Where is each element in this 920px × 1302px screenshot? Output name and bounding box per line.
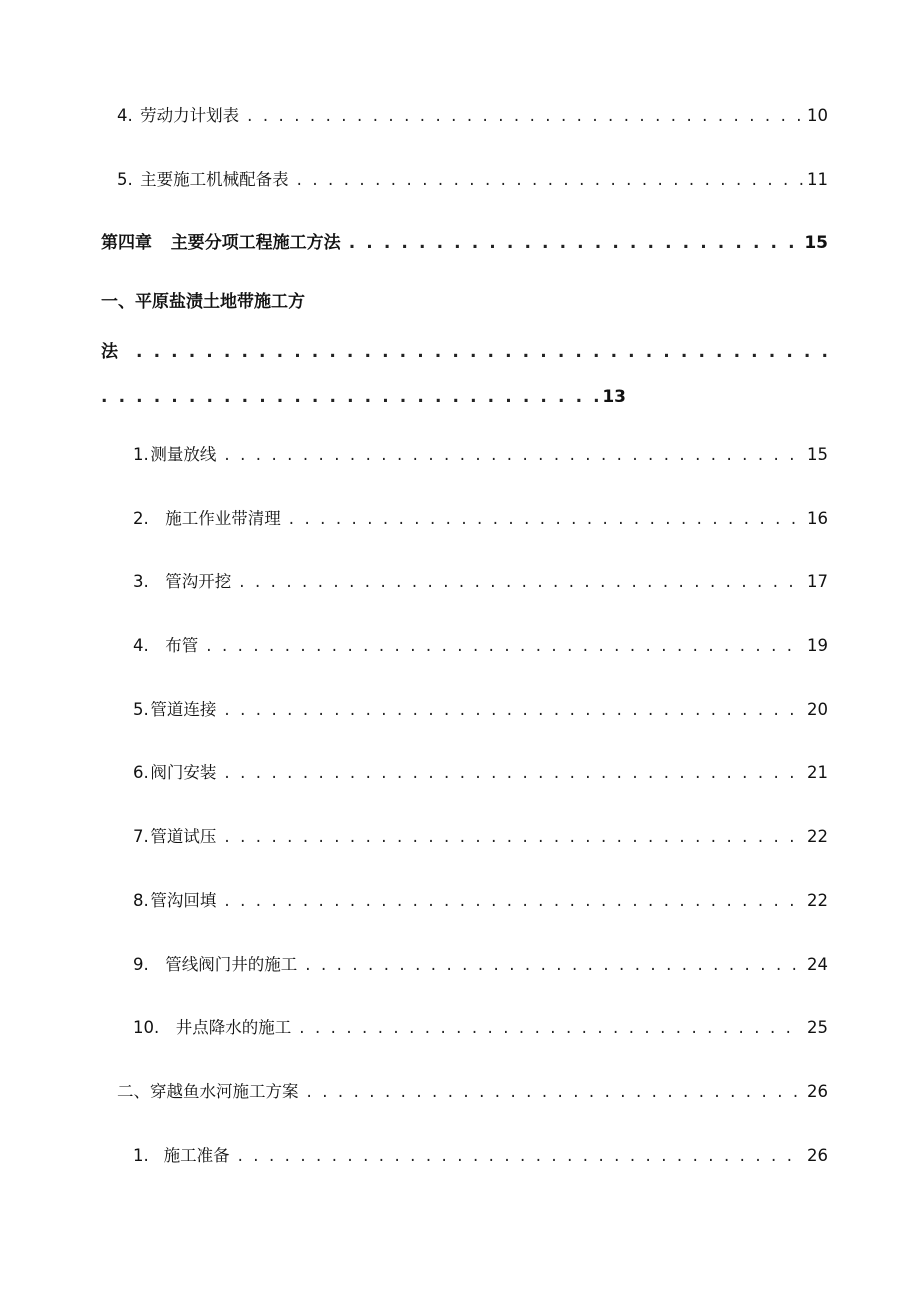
entry-page-number: 22 <box>807 827 828 846</box>
dot-leader <box>224 699 803 721</box>
entry-title: 布管 <box>165 636 199 655</box>
entry-title: 管线阀门井的施工 <box>165 955 298 974</box>
dot-leader <box>305 954 803 976</box>
dot-leader <box>349 232 801 254</box>
entry-number: 2. <box>133 509 149 528</box>
section-title: 平原盐渍土地带施工方 <box>135 292 305 312</box>
dot-leader <box>289 508 803 530</box>
entry-title: 井点降水的施工 <box>175 1018 292 1037</box>
dot-leader <box>239 571 803 593</box>
entry-number: 9. <box>133 955 149 974</box>
entry-page-number: 16 <box>807 509 828 528</box>
toc-section-entry-continued <box>101 341 832 363</box>
entry-number: 6. <box>133 763 149 782</box>
toc-entry[interactable] <box>133 762 828 784</box>
section-number: 一、 <box>101 292 135 312</box>
section-number: 二、 <box>117 1082 150 1101</box>
entry-number: 5. <box>117 170 133 189</box>
entry-page-number: 15 <box>804 233 828 253</box>
entry-number: 10. <box>133 1018 160 1037</box>
entry-page-number: 20 <box>807 700 828 719</box>
toc-section-entry[interactable] <box>101 291 305 313</box>
toc-entry[interactable] <box>133 1145 828 1167</box>
toc-entry[interactable] <box>133 954 828 976</box>
toc-entry[interactable] <box>133 1017 828 1039</box>
toc-entry[interactable] <box>133 635 828 657</box>
chapter-title: 主要分项工程施工方法 <box>170 233 341 253</box>
dot-leader <box>238 1145 803 1167</box>
entry-number: 1. <box>133 445 149 464</box>
entry-page-number: 26 <box>807 1082 828 1101</box>
dot-leader <box>297 169 803 191</box>
entry-title: 测量放线 <box>150 445 217 464</box>
dot-leader <box>101 386 598 408</box>
entry-page-number: 19 <box>807 636 828 655</box>
dot-leader <box>307 1081 804 1103</box>
section-title-continued: 法 <box>101 342 118 362</box>
toc-section-entry-leader-line <box>101 386 626 408</box>
entry-title: 管沟开挖 <box>165 572 232 591</box>
dot-leader <box>136 341 828 363</box>
entry-title: 施工作业带清理 <box>165 509 281 528</box>
entry-number: 3. <box>133 572 149 591</box>
toc-entry[interactable] <box>133 571 828 593</box>
entry-title: 管道试压 <box>150 827 217 846</box>
entry-title: 阀门安装 <box>150 763 217 782</box>
entry-page-number: 13 <box>602 387 626 407</box>
entry-title: 管沟回填 <box>150 891 217 910</box>
section-title: 穿越鱼水河施工方案 <box>150 1082 299 1101</box>
toc-section-entry[interactable] <box>117 1081 828 1103</box>
toc-entry[interactable] <box>117 169 828 191</box>
dot-leader <box>206 635 803 657</box>
entry-page-number: 15 <box>807 445 828 464</box>
entry-page-number: 26 <box>807 1146 828 1165</box>
entry-page-number: 10 <box>807 106 828 125</box>
entry-number: 5. <box>133 700 149 719</box>
entry-page-number: 24 <box>807 955 828 974</box>
entry-number: 4. <box>117 106 133 125</box>
entry-page-number: 21 <box>807 763 828 782</box>
dot-leader <box>299 1017 803 1039</box>
dot-leader <box>247 105 803 127</box>
dot-leader <box>224 826 803 848</box>
entry-number: 1. <box>133 1146 149 1165</box>
dot-leader <box>224 444 803 466</box>
entry-page-number: 17 <box>807 572 828 591</box>
entry-page-number: 25 <box>807 1018 828 1037</box>
entry-page-number: 22 <box>807 891 828 910</box>
entry-title: 施工准备 <box>163 1146 230 1165</box>
entry-number: 7. <box>133 827 149 846</box>
toc-entry[interactable] <box>133 890 828 912</box>
toc-entry[interactable] <box>117 105 828 127</box>
entry-title: 管道连接 <box>150 700 217 719</box>
dot-leader <box>224 762 803 784</box>
entry-number: 4. <box>133 636 149 655</box>
toc-entry[interactable] <box>133 444 828 466</box>
toc-entry[interactable] <box>133 826 828 848</box>
toc-entry[interactable] <box>133 699 828 721</box>
chapter-number: 第四章 <box>101 233 152 253</box>
entry-page-number: 11 <box>807 170 828 189</box>
entry-title: 劳动力计划表 <box>140 106 240 125</box>
toc-chapter-entry[interactable] <box>101 232 828 254</box>
toc-entry[interactable] <box>133 508 828 530</box>
entry-title: 主要施工机械配备表 <box>140 170 289 189</box>
entry-number: 8. <box>133 891 149 910</box>
dot-leader <box>224 890 803 912</box>
